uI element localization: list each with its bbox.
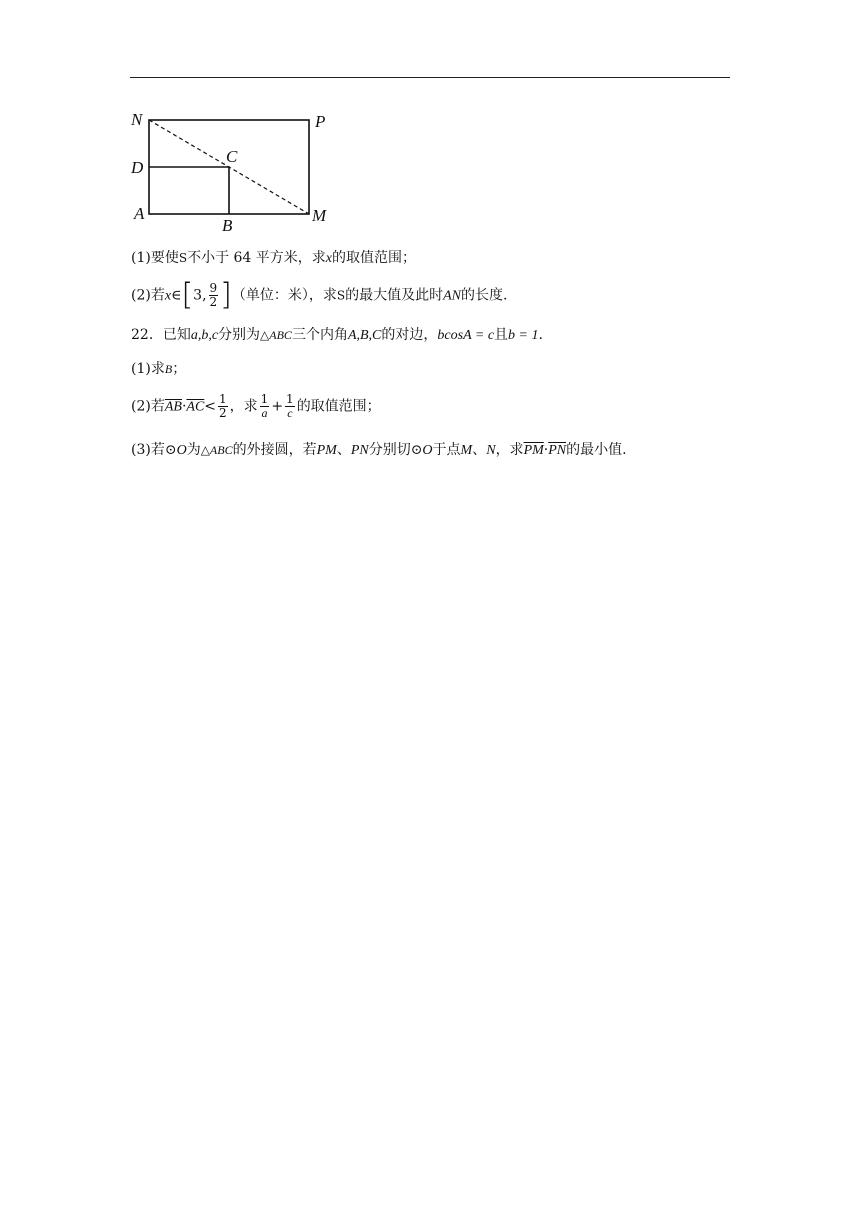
text: 的外接圆，若: [232, 442, 317, 458]
label-B: B: [222, 216, 233, 234]
text: 的对边，: [381, 327, 438, 343]
fraction-1-c: [285, 393, 295, 420]
symbol-N: N: [486, 443, 496, 458]
symbol-circle-O: ⊙O: [410, 443, 433, 458]
denominator: c: [287, 406, 293, 420]
text: 已知: [162, 327, 191, 343]
text: 为: [186, 442, 201, 458]
q22-stem: [131, 325, 543, 346]
q21-part1: [131, 248, 416, 269]
rectangle-figure: [126, 104, 336, 234]
text: 的取值范围；: [296, 398, 381, 415]
symbol-S: S: [178, 251, 188, 265]
dot-operator: ·: [181, 398, 187, 415]
symbol-PN: PN: [350, 443, 369, 458]
symbol-M: M: [460, 443, 473, 458]
label-C: C: [226, 147, 238, 166]
text: .: [538, 327, 543, 343]
part-number: (3): [131, 442, 151, 458]
text: 不小于 64 平方米，求: [187, 250, 326, 266]
interval-lower: 3,: [193, 287, 207, 304]
question-number: 22．: [131, 327, 163, 343]
symbol-PM: PM: [316, 443, 337, 458]
numerator: 9: [209, 281, 218, 295]
separator: 、: [336, 442, 351, 458]
symbol-in: ∈: [171, 287, 182, 304]
text: 若: [150, 398, 165, 415]
symbol-x: x: [325, 251, 333, 266]
text: 于点: [432, 442, 461, 458]
text: 三个内角: [291, 327, 348, 343]
symbol-AN: AN: [443, 288, 461, 304]
numerator: 1: [260, 392, 269, 406]
numerator: 1: [219, 392, 227, 406]
symbol-angles: A,B,C: [347, 328, 382, 343]
vector-PM: $\overline{PM}$: [523, 443, 544, 458]
part-number: (1): [131, 250, 151, 266]
part-number: (1): [131, 361, 151, 377]
inner-rectangle: [149, 167, 229, 214]
symbol-abc: a,b,c: [190, 328, 219, 343]
q22-part2: [131, 393, 381, 420]
denominator: 2: [209, 295, 218, 309]
text: 且: [494, 327, 509, 343]
dot-operator: ·: [543, 442, 549, 458]
text: 若: [150, 287, 165, 304]
less-than: <: [204, 398, 217, 415]
text: （单位：米），求: [231, 287, 337, 304]
equation-2: b = 1: [508, 328, 539, 343]
text: 的取值范围；: [332, 250, 417, 266]
header-rule: [130, 77, 730, 78]
part-number: (2): [131, 287, 151, 304]
text: 若: [150, 442, 165, 458]
symbol-triangle: △ABC: [260, 328, 292, 342]
text: ；: [172, 361, 187, 377]
symbol-S: S: [336, 288, 346, 303]
label-P: P: [315, 112, 326, 131]
symbol-circle-O: ⊙O: [164, 443, 187, 458]
denominator: a: [261, 406, 268, 420]
part-number: (2): [131, 398, 151, 415]
left-bracket: [: [181, 277, 194, 313]
symbol-B: B: [164, 362, 173, 376]
label-M: M: [312, 206, 327, 225]
fraction-1-2: [218, 393, 228, 420]
vector-AC: $\overline{AC}$: [186, 399, 205, 415]
text: 要使: [150, 250, 179, 266]
right-bracket: ]: [220, 277, 232, 313]
fraction-9-2: [209, 282, 219, 309]
fraction-1-a: [260, 393, 270, 420]
vector-AB: $\overline{AB}$: [164, 399, 182, 415]
text: ，求: [229, 398, 258, 415]
equation-1: bcosA = c: [437, 328, 495, 343]
text: 求: [150, 361, 165, 377]
numerator: 1: [286, 392, 294, 406]
label-D: D: [131, 158, 144, 177]
plus-operator: +: [271, 398, 284, 415]
vector-PN: $\overline{PN}$: [548, 443, 567, 458]
text: 分别为: [218, 327, 261, 343]
q21-part2: [131, 277, 508, 313]
text: 的长度.: [461, 287, 508, 304]
label-N: N: [131, 110, 143, 129]
q22-part3: [131, 440, 627, 461]
separator: 、: [472, 442, 487, 458]
text: 分别切: [368, 442, 411, 458]
text: 的最大值及此时: [345, 287, 444, 304]
symbol-triangle: △ABC: [200, 443, 233, 457]
symbol-x: x: [164, 288, 172, 304]
q22-part1: [131, 359, 186, 379]
denominator: 2: [219, 406, 227, 420]
text: 的最小值.: [566, 442, 627, 458]
text: ，求: [495, 442, 524, 458]
label-A: A: [134, 204, 145, 223]
